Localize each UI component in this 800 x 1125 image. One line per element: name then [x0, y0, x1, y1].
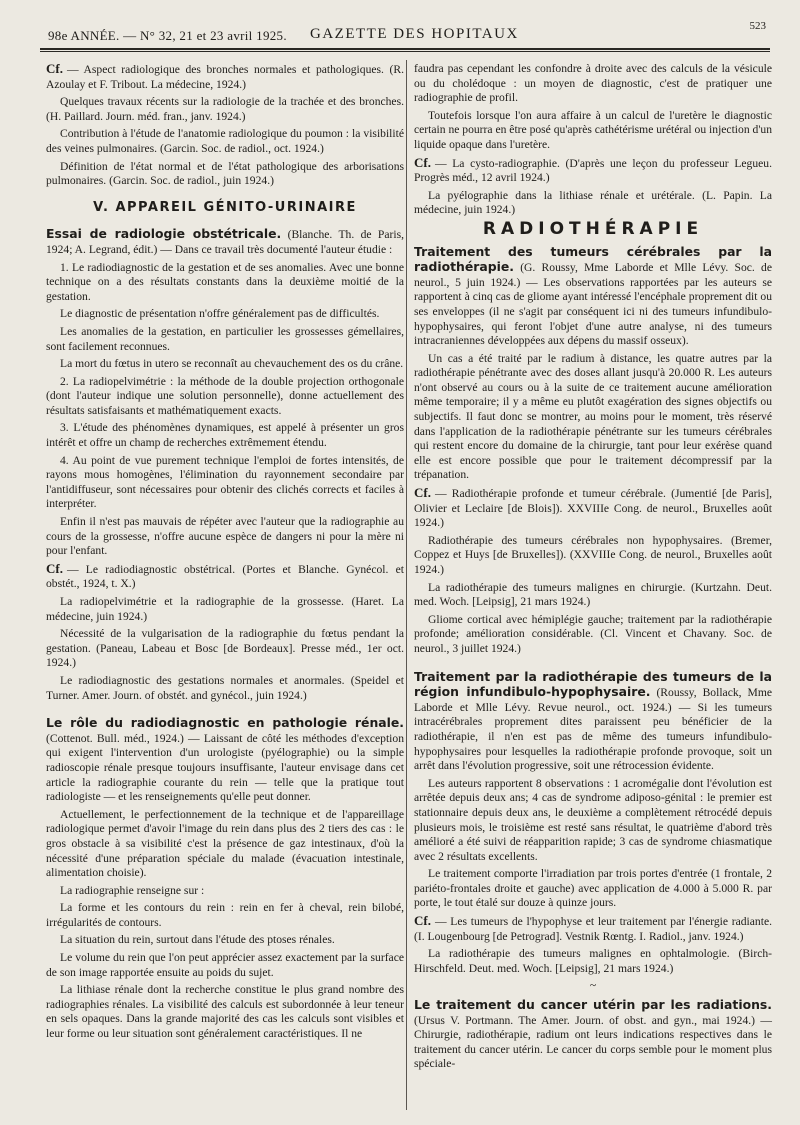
article-intro: (Cottenot. Bull. méd., 1924.) — Laissant de côté les méthodes d'exception qui exigent l'intervention d'un urologiste (pyélographie) ou la simple radioscopie rénale presque toujours insuffisante, l'auteur envisage dans cet article la radiographie courante du rein — telle que la pratique tout radiologiste — et les renseignements qu'elle peut donner. — [46, 731, 404, 804]
reference-text: — Les tumeurs de l'hypophyse et leur traitement par l'énergie radiante. (I. Lougenbourg [de Petrograd]. Vestnik Rœntg. I. Radiol., janv. 1924.) — [414, 915, 772, 943]
reference-paragraph: Le radiodiagnostic des gestations normales et anormales. (Speidel et Turner. Amer. Journ. of obstét. and gynécol., juin 1924.) — [46, 673, 404, 702]
reference-paragraph — [414, 486, 772, 531]
issue-info: 98e ANNÉE. — N° 32, 21 et 23 avril 1925. — [48, 28, 287, 43]
column-divider — [406, 60, 407, 1110]
reference-paragraph: La pyélographie dans la lithiase rénale et urétérale. (L. Papin. La médecine, juin 1924.) — [414, 188, 772, 217]
reference-paragraph: La radiopelvimétrie et la radiographie de la grossesse. (Haret. La médecine, juin 1924.) — [46, 595, 404, 623]
separator-tilde: ~ — [589, 979, 597, 993]
body-paragraph: La mort du fœtus in utero se reconnaît au chevauchement des os du crâne. — [60, 357, 404, 371]
body-paragraph: Les anomalies de la gestation, en particulier les grossesses gémellaires, sont facilement reconnues. — [46, 324, 404, 353]
article-intro: (Roussy, Bollack, Mme Laborde et Mlle Lévy. Revue neurol., oct. 1924.) — Si les tumeurs intracérébrales proprement dites paraissent peu bénéficier de la radiothérapie, il n'en est pas de même des tumeurs infundibulo-hypophysaires pour lesquelles la radiothérapie profonde provoque, soit un arrêt dans l'évolution progressive, soit une rétrocession évidente. — [414, 686, 772, 773]
reference-text: — Aspect radiologique des bronches normales et pathologiques. (R. Azoulay et F. Tribout. La médecine, 1924.) — [46, 63, 404, 91]
article-paragraph — [414, 998, 772, 1072]
body-paragraph: 1. Le radiodiagnostic de la gestation et de ses anomalies. Avec une bonne technique on a des résultats constants dans la deuxième moitié de la gestation. — [46, 260, 404, 303]
cf-mark: Cf. — [414, 154, 431, 170]
body-paragraph: Toutefois lorsque l'on aura affaire à un calcul de l'uretère le diagnostic certain ne pourra en être posé qu'après cathétérisme urétéral ou injection d'un liquide opaque dans l'uretère. — [414, 108, 772, 151]
body-paragraph: Un cas a été traité par le radium à distance, les quatre autres par la radiothérapie pénétrante avec des doses allant jusqu'à 20.000 R. Les auteurs n'ont observé au cours ou à la suite de ce traitement aucune amélioration même temporaire; il y a même eu plutôt exagération des signes objectifs ou subjectifs. Il faut donc se montrer, au moins pour le moment, très réservé dans l'application de la radiothérapie pénétrante sur les tumeurs cérébrales qui restent encore du domaine de la chirurgie, tant pour leur exérèse quand elle est encore possible que pour le traitement décompressif par la trépanation. — [414, 351, 772, 482]
section-title: V. APPAREIL GÉNITO-URINAIRE — [93, 199, 357, 215]
article-title: Le rôle du radiodiagnostic en pathologie rénale. — [46, 715, 404, 731]
body-paragraph: Actuellement, le perfectionnement de la technique et de l'appareillage radiologique permet d'avoir l'image du rein dans plus des 2 tiers des cas : le gros obstacle à sa visibilité c'est la présence de gaz intestinaux, d'où la nécessité d'une préparation spéciale du malade (évacuation intestinale, alimentation choisie). — [46, 807, 404, 880]
article-intro: (Blanche. Th. de Paris, 1924; A. Legrand, édit.) — Dans ce travail très documenté l'auteur étudie : — [46, 228, 404, 256]
section-title: RADIOTHÉRAPIE — [482, 218, 704, 239]
reference-paragraph: Radiothérapie des tumeurs cérébrales non hypophysaires. (Bremer, Coppez et Huys [de Bruxelles]). (XXVIIIe Cong. de neurol., Bruxelles août 1924.) — [414, 533, 772, 576]
reference-paragraph: Définition de l'état normal et de l'état pathologique des arborisations pulmonaires. (Garcin. Soc. de radiol., juin 1924.) — [46, 159, 404, 188]
reference-paragraph: Quelques travaux récents sur la radiologie de la trachée et des bronches. (H. Paillard. Journ. méd. fran., janv. 1924.) — [46, 95, 404, 123]
cf-mark: Cf. — [414, 485, 431, 501]
reference-text: — La cysto-radiographie. (D'après une leçon du professeur Legueu. Progrès méd., 12 avril 1924.) — [414, 156, 772, 185]
journal-title: GAZETTE DES HOPITAUX — [310, 26, 519, 42]
reference-paragraph: La radiothérapie des tumeurs malignes en chirurgie. (Kurtzahn. Deut. med. Woch. [Leipsig], 21 mars 1924.) — [414, 580, 772, 609]
body-paragraph: La radiographie renseigne sur : — [60, 883, 205, 897]
article-paragraph — [46, 227, 404, 257]
header-rule — [40, 51, 770, 52]
article-intro: (Ursus V. Portmann. The Amer. Journ. of obst. and gyn., mai 1924.) — Chirurgie, radiothérapie, radium ont leurs indications respectives dans le traitement du cancer utérin. Le cancer du corps semble pour le moment plus spéciale- — [414, 1013, 772, 1071]
body-paragraph: Les auteurs rapportent 8 observations : 1 acromégalie dont l'évolution est arrêtée depuis deux ans; 4 cas de syndrome adiposo-génital : le premier est stationnaire depuis deux ans, le deuxième a complètement rétrocédé depuis plusieurs mois, le troisième est resté sans résultat, le quatrième d'abord très amélioré a été suivi de réapparition rapide; 3 cas de syndrome chiasmatique avec 2 résultats excellents. — [414, 776, 772, 863]
article-paragraph — [46, 716, 404, 805]
paragraph — [46, 62, 404, 92]
body-paragraph: 2. La radiopelvimétrie : la méthode de la double projection orthogonale (dont l'auteur indique une solution personnelle), donne actuellement des résultats satisfaisants et mathématiquement exacts. — [46, 374, 404, 417]
body-paragraph: Le diagnostic de présentation n'offre généralement pas de difficultés. — [60, 307, 380, 321]
article-title: Traitement des tumeurs cérébrales par la radiothérapie. — [414, 243, 772, 275]
right-column — [414, 62, 772, 1075]
reference-paragraph — [414, 914, 772, 944]
reference-text: — Le radiodiagnostic obstétrical. (Portes et Blanche. Gynécol. et obstét., 1924, t. X.) — [46, 562, 404, 591]
cf-mark: Cf. — [414, 913, 431, 929]
body-paragraph: La situation du rein, surtout dans l'étude des ptoses rénales. — [60, 933, 335, 947]
page-number: 523 — [749, 20, 766, 32]
article-title: Traitement par la radiothérapie des tumeurs de la région infundibulo-hypophysaire. — [414, 668, 772, 700]
reference-paragraph: Gliome cortical avec hémiplégie gauche; traitement par la radiothérapie profonde; amélioration considérable. (Cl. Vincent et Chavany. Soc. de neurol., 3 juillet 1924.) — [414, 612, 772, 655]
body-paragraph: Le traitement comporte l'irradiation par trois portes d'entrée (1 frontale, 2 pariéto-frontales droite et gauche) avec application de 4.000 à 5.000 R. par porte, le tout étalé sur douze à quinze jours. — [414, 867, 772, 910]
cf-mark: Cf. — [46, 61, 63, 76]
reference-paragraph — [46, 562, 404, 592]
reference-paragraph: La radiothérapie des tumeurs malignes en ophtalmologie. (Birch-Hirschfeld. Deut. med. Woch. [Leipsig], 21 mars 1924.) — [414, 947, 772, 975]
left-column — [46, 62, 404, 1045]
body-paragraph: Le volume du rein que l'on peut apprécier assez exactement par la surface de son image rapportée ensuite au poids du sujet. — [46, 951, 404, 979]
page-header — [40, 18, 770, 50]
body-paragraph: La lithiase rénale dont la recherche constitue le plus grand nombre des radiographies rénales. La visibilité des calculs est subordonnée à leur teneur en sels opaques. Dans la grande majorité des cas les calculs sont visibles et leur forme ou leur situation sont généralement caractéristiques. Il ne — [46, 983, 404, 1041]
article-paragraph — [414, 245, 772, 349]
article-title: Essai de radiologie obstétricale. — [46, 226, 282, 242]
reference-paragraph — [414, 156, 772, 186]
reference-paragraph: Nécessité de la vulgarisation de la radiographie du fœtus pendant la gestation. (Paneau, Labeau et Bosc [de Bordeaux]. Presse méd., 1er oct. 1924.) — [46, 627, 404, 670]
body-paragraph: 4. Au point de vue purement technique l'emploi de fortes intensités, de rayons mous homogènes, l'élimination du rayonnement secondaire par l'antidiffuseur, sont nécessaires pour obtenir des clichés corrects et faciles à interpréter. — [46, 453, 404, 511]
article-intro: (G. Roussy, Mme Laborde et Mlle Lévy. Soc. de neurol., 5 juin 1924.) — Les observations rapportées par les auteurs se rapportent à cinq cas de gliome ayant intéressé l'encéphale proprement dit ou ses enveloppes (il ne s'agit par conséquent ici ni des tumeurs infundibulo-hypophysaires, qui feront l'objet d'une autre analyse, ni des tumeurs intracraniennes développées aux dépens du massif osseux). — [414, 261, 772, 348]
article-title: Le traitement du cancer utérin par les radiations. — [414, 997, 772, 1013]
cf-mark: Cf. — [46, 560, 63, 576]
reference-paragraph: Contribution à l'étude de l'anatomie radiologique du poumon : la visibilité des veines pulmonaires. (Garcin. Soc. de radiol., oct. 1924.) — [46, 127, 404, 155]
body-paragraph: Enfin il n'est pas mauvais de répéter avec l'auteur que la radiographie au cours de la grossesse, n'offre aucune espèce de dangers ni pour la mère ni pour l'enfant. — [46, 515, 404, 558]
body-paragraph: La forme et les contours du rein : rein en fer à cheval, rein bilobé, irrégularités de contours. — [46, 901, 404, 929]
article-paragraph — [414, 670, 772, 774]
reference-text: — Radiothérapie profonde et tumeur cérébrale. (Jumentié [de Paris], Olivier et Leclaire [de Blois]). XXVIIIe Cong. de neurol., Bruxelles août 1924.) — [414, 487, 772, 530]
body-paragraph: 3. L'étude des phénomènes dynamiques, est appelé à présenter un gros intérêt et offre un champ de recherches extrêmement étendu. — [46, 421, 404, 450]
body-paragraph: faudra pas cependant les confondre à droite avec des calculs de la vésicule ou du cholédoque : un moyen de diagnostic, c'est de pratiquer une radiographie de profil. — [414, 62, 772, 105]
